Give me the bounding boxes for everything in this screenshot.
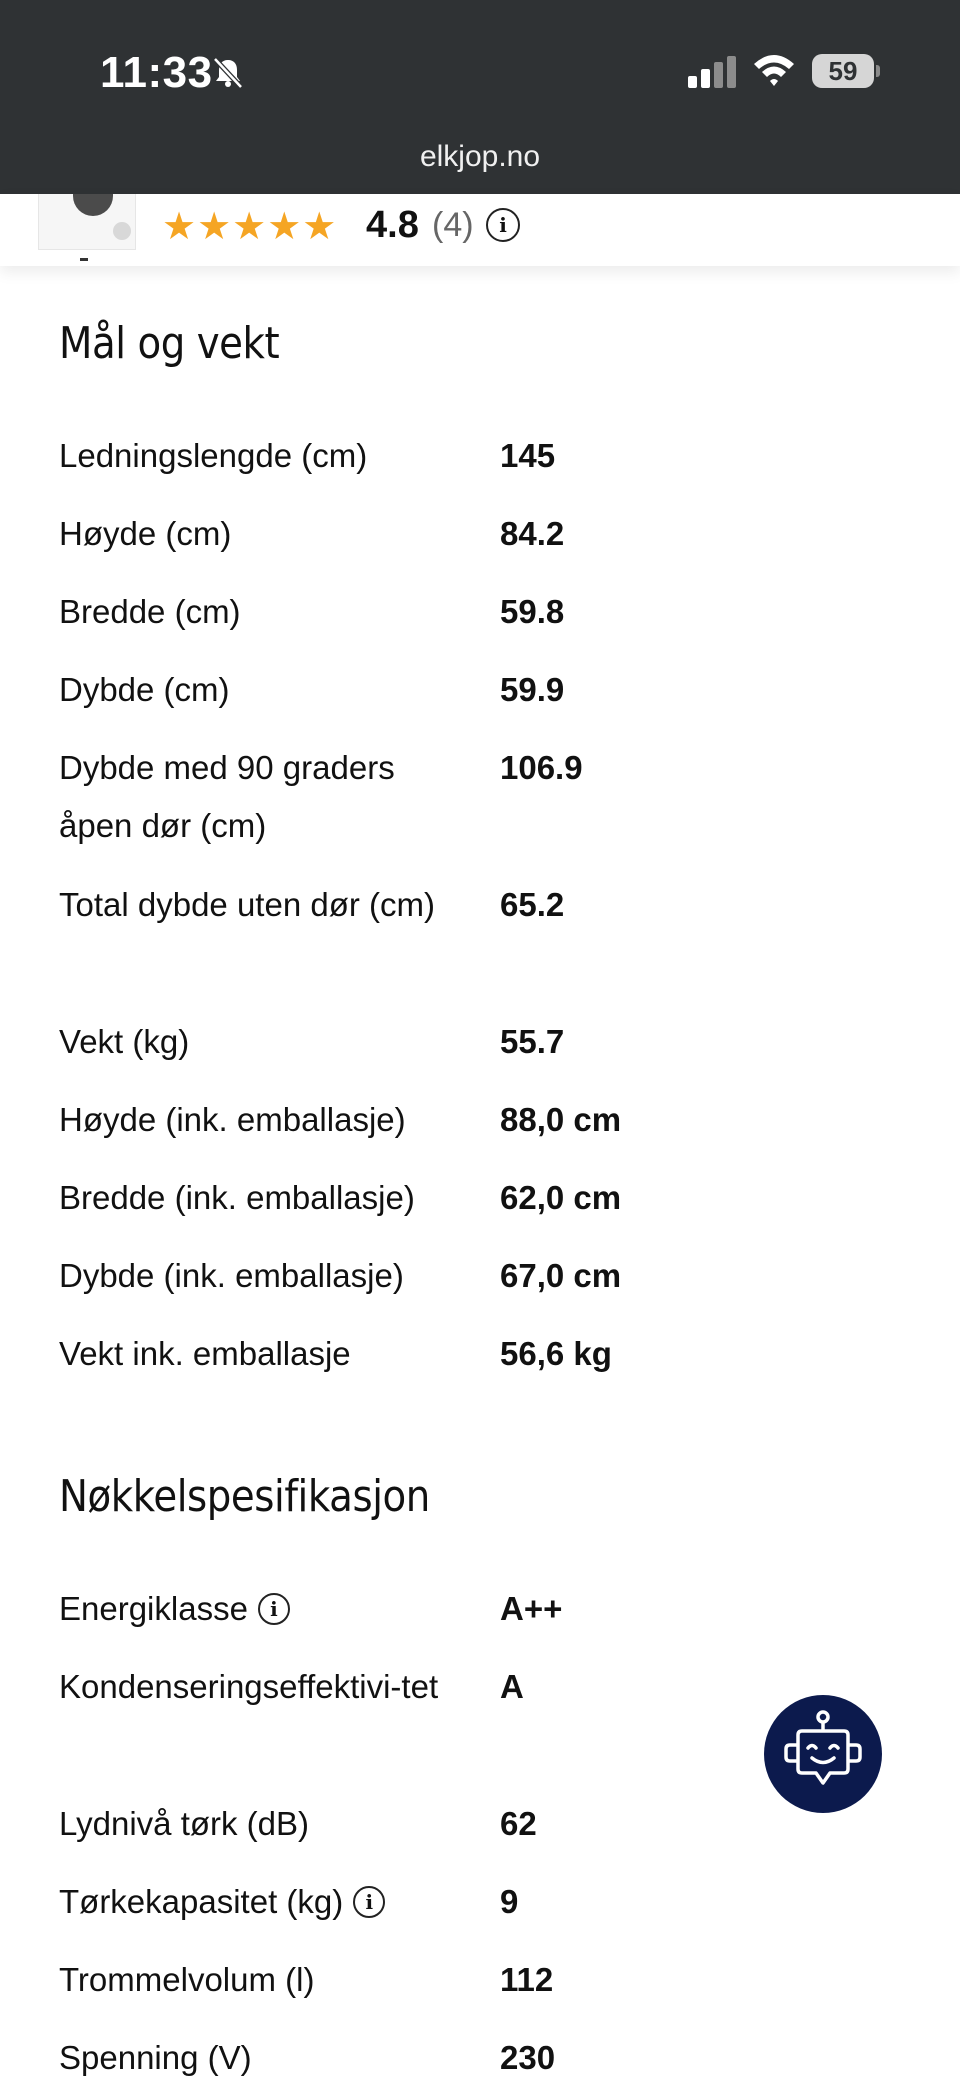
spec-label: Tørkekapasitet (kg) bbox=[59, 1883, 344, 1920]
spec-value: A bbox=[500, 1668, 524, 1705]
spec-value: 65.2 bbox=[500, 886, 565, 923]
spec-value: 112 bbox=[500, 1961, 554, 1998]
address-bar-url[interactable]: elkjop.no bbox=[419, 140, 541, 173]
spec-label-with-info bbox=[59, 1580, 459, 1638]
section-title-key-specs: Nøkkelspesifikasjon bbox=[59, 1471, 430, 1522]
spec-label: Spenning (V) bbox=[59, 2039, 252, 2076]
robot-icon bbox=[764, 1695, 882, 1813]
cut-off-text-fragment bbox=[80, 258, 88, 261]
spec-value: 230 bbox=[500, 2039, 556, 2076]
spec-label: Dybde (ink. emballasje) bbox=[59, 1257, 404, 1294]
spec-label: Høyde (cm) bbox=[59, 515, 232, 552]
spec-value: 56,6 kg bbox=[500, 1335, 612, 1372]
bell-muted-icon bbox=[210, 54, 246, 90]
spec-value: 62,0 cm bbox=[500, 1179, 622, 1216]
spec-value: 84.2 bbox=[500, 515, 565, 552]
battery-level: 59 bbox=[812, 54, 874, 88]
spec-value: A++ bbox=[500, 1590, 563, 1627]
spec-label: Trommelvolum (l) bbox=[59, 1961, 315, 1998]
dryer-knob-graphic bbox=[113, 222, 131, 240]
info-icon[interactable]: i bbox=[353, 1886, 385, 1918]
rating-stars[interactable]: ★★★★★ bbox=[162, 206, 338, 248]
browser-status-bar bbox=[0, 0, 960, 194]
info-icon[interactable]: i bbox=[258, 1593, 290, 1625]
spec-label: Bredde (ink. emballasje) bbox=[59, 1179, 415, 1216]
spec-value: 55.7 bbox=[500, 1023, 565, 1060]
spec-label: Dybde med 90 graders åpen dør (cm) bbox=[59, 749, 395, 844]
battery-icon bbox=[812, 54, 880, 88]
spec-value: 62 bbox=[500, 1805, 537, 1842]
spec-label: Bredde (cm) bbox=[59, 593, 241, 630]
spec-label bbox=[59, 1658, 439, 1716]
review-count[interactable]: (4) bbox=[432, 206, 474, 244]
product-thumbnail[interactable] bbox=[38, 194, 136, 250]
spec-value: 9 bbox=[500, 1883, 519, 1920]
spec-label: Lydnivå tørk (dB) bbox=[59, 1805, 310, 1842]
spec-label: Total dybde uten dør (cm) bbox=[59, 886, 435, 923]
status-time: 11:33 bbox=[100, 48, 213, 97]
spec-label: Ledningslengde (cm) bbox=[59, 437, 368, 474]
battery-tip bbox=[876, 65, 880, 77]
spec-value: 59.8 bbox=[500, 593, 565, 630]
spec-label-with-info bbox=[59, 1873, 459, 1931]
spec-label: Energiklasse bbox=[59, 1590, 248, 1627]
spec-label-text: Kondenseringseffektivi-tet bbox=[59, 1668, 439, 1705]
rating-info-icon[interactable]: i bbox=[486, 208, 520, 242]
wifi-icon bbox=[752, 52, 796, 88]
spec-value: 145 bbox=[500, 437, 556, 474]
cellular-signal-icon bbox=[688, 56, 738, 88]
spec-label: Vekt (kg) bbox=[59, 1023, 190, 1060]
spec-value: 106.9 bbox=[500, 749, 583, 786]
rating-score: 4.8 bbox=[366, 204, 419, 246]
dryer-door-graphic bbox=[73, 194, 113, 216]
spec-label: Høyde (ink. emballasje) bbox=[59, 1101, 406, 1138]
chat-bot-button[interactable] bbox=[764, 1695, 882, 1813]
spec-label: Vekt ink. emballasje bbox=[59, 1335, 351, 1372]
spec-value: 67,0 cm bbox=[500, 1257, 622, 1294]
section-title-dimensions: Mål og vekt bbox=[59, 318, 280, 369]
spec-label: Dybde (cm) bbox=[59, 671, 230, 708]
sticky-product-bar bbox=[0, 194, 960, 266]
spec-value: 59.9 bbox=[500, 671, 565, 708]
spec-value: 88,0 cm bbox=[500, 1101, 622, 1138]
